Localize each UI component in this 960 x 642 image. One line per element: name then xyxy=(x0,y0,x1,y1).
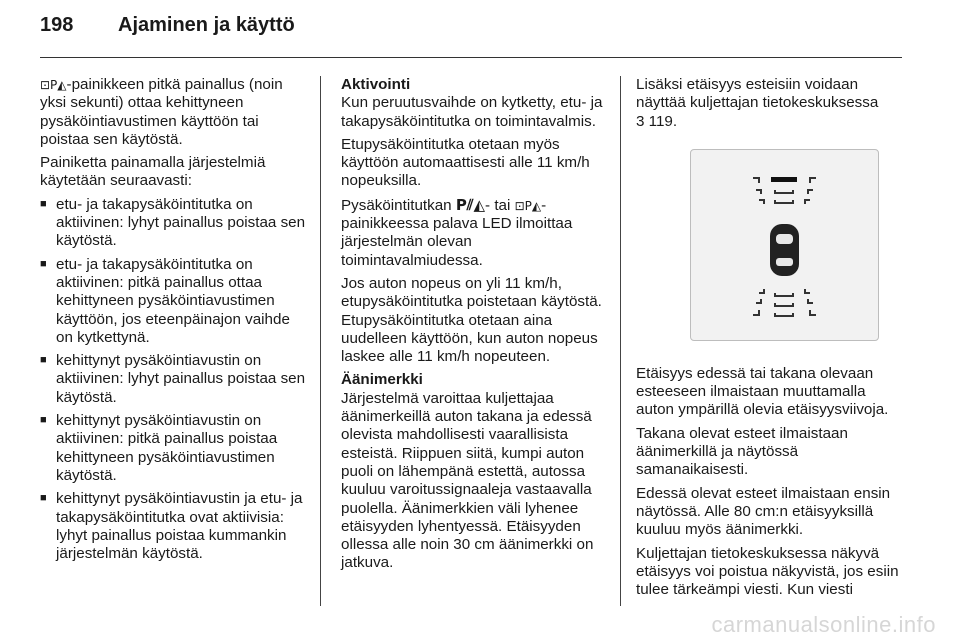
paragraph: Kuljettajan tietokeskuksessa näkyvä etäisyys voi poistua näkyvistä, jos esiin tulee tärkeämpi viesti. Kun viesti xyxy=(636,544,899,599)
column-2 xyxy=(341,76,607,578)
distance-line xyxy=(810,310,816,315)
intro-paragraph: ⊡P◭-painikkeen pitkä painallus (noin yksi sekunti) ottaa kehittyneen pysäköintiavustimen käyttöön tai poistaa sen käytöstä. xyxy=(40,76,283,148)
parking-assist-icon: ⊡P◭ xyxy=(514,198,542,213)
watermark: carmanualsonline.info xyxy=(711,612,936,637)
active-distance-bar xyxy=(771,177,797,182)
section-heading: Aktivointi xyxy=(341,76,411,93)
parking-assist-icon: ⊡P◭ xyxy=(40,78,67,92)
parking-display-illustration xyxy=(690,149,879,341)
distance-line xyxy=(759,289,764,293)
distance-line xyxy=(756,299,761,303)
paragraph: Järjestelmä varoittaa kuljettajaa äänimerkeillä auton takana ja edessä olevista mahdollisesti vaarallisista esteistä. Riippuen siitä, kumpi auton puoli on lähempänä estettä, autossa kuuluu varoitussignaaleja vastaavalla puolella. Äänimerkkien väli lyhenee etäisyyden lyhentyessä. Etäisyyden ollessa alle noin 30 cm äänimerkki on jatkuva. xyxy=(341,389,594,572)
distance-line xyxy=(810,178,816,183)
column-divider xyxy=(620,76,621,606)
distance-line xyxy=(759,200,764,204)
distance-line xyxy=(775,190,793,193)
page-reference: 3 119. xyxy=(636,112,678,130)
distance-line xyxy=(805,200,810,204)
header-rule xyxy=(40,57,902,58)
distance-line xyxy=(753,178,759,183)
car-rear-window xyxy=(776,258,793,266)
section-heading: Äänimerkki xyxy=(341,371,423,389)
parking-display-svg xyxy=(691,150,878,340)
paragraph: Takana olevat esteet ilmaistaan äänimerkillä ja näytössä samanaikaisesti. xyxy=(636,424,848,479)
distance-line xyxy=(753,310,759,315)
column-1 xyxy=(40,76,306,568)
lead-paragraph: Painiketta painamalla järjestelmiä käytetään seuraavasti: xyxy=(40,154,266,190)
paragraph: Etupysäköintitutka otetaan myös käyttöön automaattisesti alle 11 km/h nopeuksilla. xyxy=(341,135,590,190)
list-item: ■ kehittynyt pysäköintiavustin on aktiivinen: lyhyt painallus poistaa sen käytöstä. xyxy=(40,352,306,407)
distance-line xyxy=(775,293,793,296)
distance-line xyxy=(775,200,793,203)
page-header xyxy=(40,14,295,44)
distance-line xyxy=(775,313,793,316)
distance-line xyxy=(756,190,761,194)
list-item: ■ etu- ja takapysäköintitutka on aktiivinen: pitkä painallus ottaa kehittyneen pysäköintiavustimen käyttöön, jos eteenpäinajon vaihde on kytkettynä. xyxy=(40,256,306,347)
distance-line xyxy=(808,190,813,194)
car-windshield xyxy=(776,234,793,244)
paragraph: Lisäksi etäisyys esteisiin voidaan näyttää kuljettajan tietokeskuksessa 3 119. xyxy=(636,76,879,130)
column-3 xyxy=(636,76,902,604)
paragraph: Edessä olevat esteet ilmaistaan ensin näytössä. Alle 80 cm:n etäisyyksillä kuuluu myös äänimerkki. xyxy=(636,484,891,539)
paragraph: Kun peruutusvaihde on kytketty, etu- ja takapysäköintitutka on toimintavalmis. xyxy=(341,94,603,130)
list-item: ■ kehittynyt pysäköintiavustin ja etu- ja takapysäköintitutka ovat aktiivisia: lyhyt painallus poistaa kummankin järjestelmän käytöstä. xyxy=(40,490,306,563)
distance-line xyxy=(775,303,793,306)
paragraph: Pysäköintitutkan P⫽◭- tai ⊡P◭-painikkeessa palava LED ilmoittaa järjestelmän olevan toimintavalmiudessa. xyxy=(341,195,573,269)
car-icon xyxy=(770,224,799,276)
p-sensor-icon: P⫽◭ xyxy=(455,195,486,214)
list-item: ■ etu- ja takapysäköintitutka on aktiivinen: lyhyt painallus poistaa sen käytöstä. xyxy=(40,196,306,251)
page-number: 198 xyxy=(40,14,74,36)
distance-line xyxy=(808,299,813,303)
column-divider xyxy=(320,76,321,606)
usage-list xyxy=(40,196,306,564)
page-title: Ajaminen ja käyttö xyxy=(118,14,295,36)
paragraph: Etäisyys edessä tai takana olevaan esteeseen ilmaistaan muuttamalla auton ympärillä olevia etäisyysviivoja. xyxy=(636,364,889,419)
paragraph: Jos auton nopeus on yli 11 km/h, etupysäköintitutka poistetaan käytöstä. Etupysäköintitutka otetaan aina uudelleen käyttöön, kun auton nopeus laskee alle 11 km/h nopeuteen. xyxy=(341,274,602,366)
list-item: ■ kehittynyt pysäköintiavustin on aktiivinen: pitkä painallus poistaa kehittyneen pysäköintiavustimen käytöstä. xyxy=(40,412,306,485)
distance-line xyxy=(805,289,810,293)
